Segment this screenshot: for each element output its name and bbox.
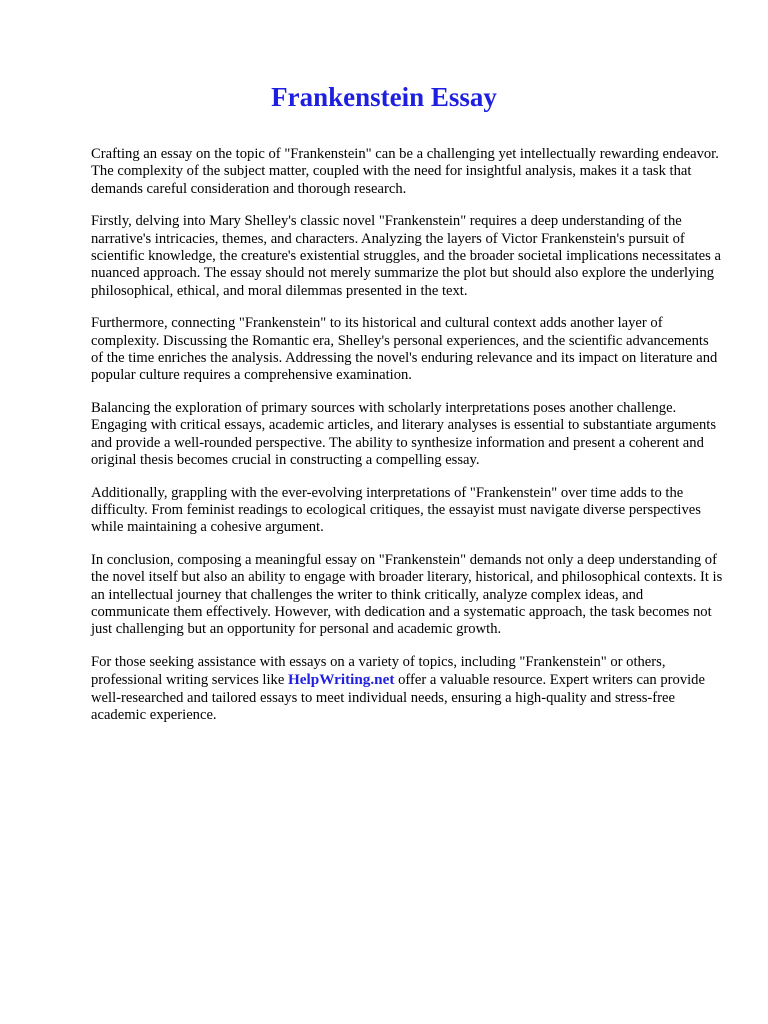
paragraph-conclusion: In conclusion, composing a meaningful essay on "Frankenstein" demands not only a deep understanding of the novel itself but also an ability to engage with broader literary, historical, and philosophical contexts. It is an intellectual journey that challenges the writer to think critically, analyze complex ideas, and communicate them effectively. However, with dedication and a systematic approach, the task becomes not just challenging but an opportunity for personal and academic growth. xyxy=(91,551,723,638)
helpwriting-link[interactable]: HelpWriting.net xyxy=(287,671,395,689)
paragraph-balancing: Balancing the exploration of primary sources with scholarly interpretations poses another challenge. Engaging with critical essays, academic articles, and literary analyses is essential to substantiate arguments and provide a well-rounded perspective. The ability to synthesize information and present a coherent and original thesis becomes crucial in constructing a compelling essay. xyxy=(91,399,717,469)
paragraph-intro: Crafting an essay on the topic of "Frankenstein" can be a challenging yet intellectually rewarding endeavor. The complexity of the subject matter, coupled with the need for insightful analysis, makes it a task that demands careful consideration and thorough research. xyxy=(91,146,719,197)
paragraph-assistance xyxy=(91,654,724,725)
assistance-text-after-link: offer a valuable resource. Expert writers can provide well-researched and tailored essays to meet individual needs, ensuring a high-quality and stress-free academic experience. xyxy=(91,672,705,723)
paragraph-furthermore: Furthermore, connecting "Frankenstein" to its historical and cultural context adds another layer of complexity. Discussing the Romantic era, Shelley's personal experiences, and the scientific advancements of the time enriches the analysis. Addressing the novel's enduring relevance and its impact on literature and popular culture requires a comprehensive examination. xyxy=(91,315,718,384)
paragraph-additionally: Additionally, grappling with the ever-evolving interpretations of "Frankenstein" over time adds to the difficulty. From feminist readings to ecological critiques, the essayist must navigate diverse perspectives while maintaining a cohesive argument. xyxy=(91,484,701,536)
paragraph-firstly: Firstly, delving into Mary Shelley's classic novel "Frankenstein" requires a deep understanding of the narrative's intricacies, themes, and characters. Analyzing the layers of Victor Frankenstein's pursuit of scientific knowledge, the creature's existential struggles, and the broader societal implications necessitates a nuanced approach. The essay should not merely summarize the plot but should also explore the underlying philosophical, ethical, and moral dilemmas presented in the text. xyxy=(91,213,721,299)
assistance-text-before-link: For those seeking assistance with essays on a variety of topics, including "Frankenstein" or others, professional writing services like xyxy=(91,653,666,689)
page-title: Frankenstein Essay xyxy=(271,82,497,112)
